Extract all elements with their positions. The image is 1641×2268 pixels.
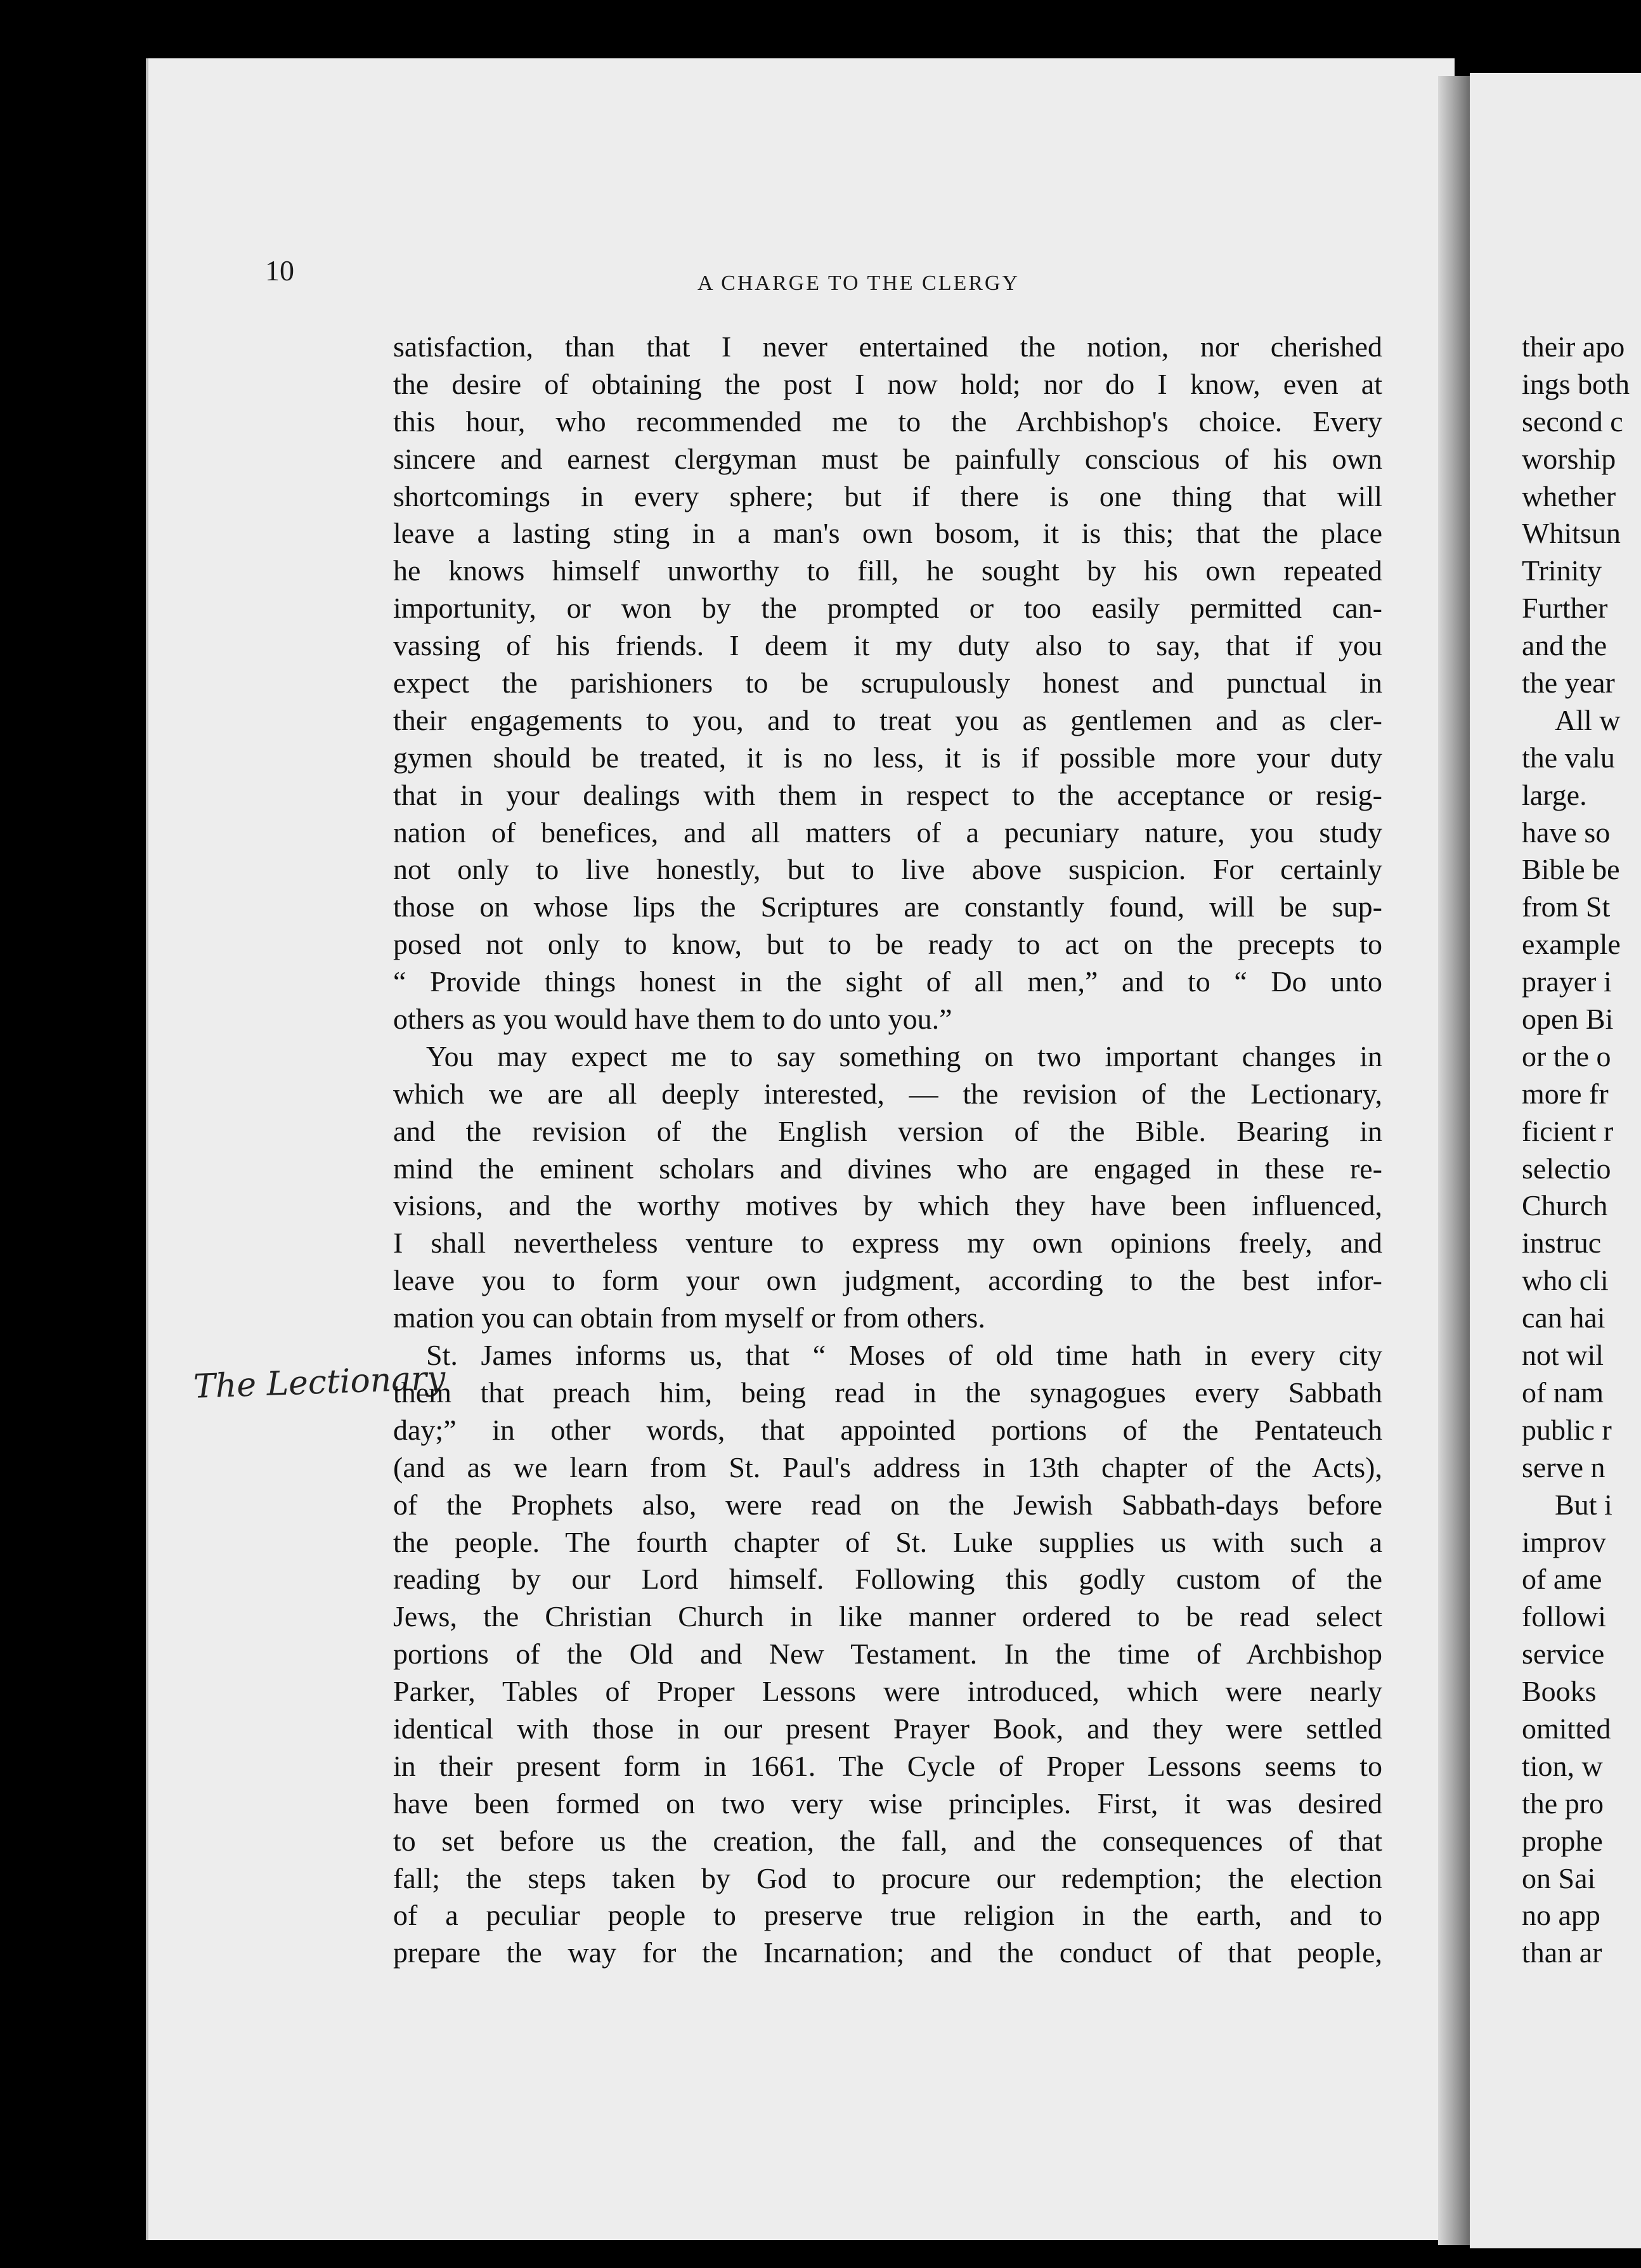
text-line: he knows himself unworthy to fill, he sought by his own repeated <box>393 554 1382 587</box>
right-text-line: All w <box>1555 703 1621 736</box>
right-text-line: of ame <box>1522 1563 1602 1596</box>
text-line: which we are all deeply interested, — the revision of the Lectionary, <box>393 1077 1382 1110</box>
body-text <box>393 329 1382 1972</box>
page-number: 10 <box>265 254 294 287</box>
text-line: (and as we learn from St. Paul's address in 13th chapter of the Acts), <box>393 1450 1382 1483</box>
right-text-line: ings both <box>1522 367 1630 400</box>
text-line: prepare the way for the Incarnation; and the conduct of that people, <box>393 1936 1382 1969</box>
text-line: importunity, or won by the prompted or too easily permitted can- <box>393 592 1382 625</box>
text-line: mind the eminent scholars and divines who are engaged in these re- <box>393 1152 1382 1185</box>
text-line: and the revision of the English version of the Bible. Bearing in <box>393 1114 1382 1147</box>
right-text-line: on Sai <box>1522 1861 1596 1894</box>
book-gutter <box>1438 76 1470 2245</box>
right-text-line: Church <box>1522 1189 1608 1222</box>
text-line: that in your dealings with them in respect to the acceptance or resig- <box>393 778 1382 811</box>
text-line: “ Provide things honest in the sight of all men,” and to “ Do unto <box>393 965 1382 998</box>
right-text-line: serve n <box>1522 1450 1605 1483</box>
text-line: have been formed on two very wise principles. First, it was desired <box>393 1787 1382 1820</box>
right-text-line: whether <box>1522 479 1616 512</box>
right-text-line: than ar <box>1522 1936 1602 1969</box>
right-text-line: Trinity <box>1522 554 1602 587</box>
right-text-line: followi <box>1522 1600 1606 1633</box>
text-line: gymen should be treated, it is no less, it is if possible more your duty <box>393 741 1382 774</box>
text-line: I shall nevertheless venture to express my own opinions freely, and <box>393 1227 1382 1260</box>
text-line: sincere and earnest clergyman must be painfully conscious of his own <box>393 442 1382 475</box>
text-line: leave you to form your own judgment, according to the best infor- <box>393 1264 1382 1297</box>
right-text-line: have so <box>1522 816 1611 849</box>
right-text-line: But i <box>1555 1488 1612 1521</box>
text-line: satisfaction, than that I never entertained the notion, nor cherished <box>393 330 1382 363</box>
right-text-line: of nam <box>1522 1376 1604 1409</box>
right-text-line: and the <box>1522 629 1607 662</box>
text-line: their engagements to you, and to treat you as gentlemen and as cler- <box>393 703 1382 736</box>
text-line: fall; the steps taken by God to procure our redemption; the election <box>393 1861 1382 1894</box>
right-text-line: second c <box>1522 405 1623 438</box>
right-text-line: or the o <box>1522 1040 1611 1072</box>
right-text-line: their apo <box>1522 330 1625 363</box>
right-text-line: more fr <box>1522 1077 1609 1110</box>
handwritten-margin-note: The Lectionary <box>193 1359 446 1406</box>
right-text-line: the year <box>1522 667 1615 700</box>
text-line: the desire of obtaining the post I now hold; nor do I know, even at <box>393 367 1382 400</box>
text-line: mation you can obtain from myself or from others. <box>393 1301 985 1334</box>
right-text-line: improv <box>1522 1525 1606 1558</box>
text-line: St. James informs us, that “ Moses of old time hath in every city <box>426 1339 1382 1372</box>
right-text-line: tion, w <box>1522 1749 1603 1782</box>
right-text-line: the valu <box>1522 741 1615 774</box>
right-text-line: instruc <box>1522 1227 1602 1260</box>
text-line: expect the parishioners to be scrupulously honest and punctual in <box>393 667 1382 700</box>
text-line: others as you would have them to do unto you.” <box>393 1003 952 1036</box>
right-text-line: Bible be <box>1522 853 1620 886</box>
text-line: not only to live honestly, but to live above suspicion. For certainly <box>393 853 1382 886</box>
right-text-line: prayer i <box>1522 965 1612 998</box>
right-text-line: example <box>1522 928 1621 961</box>
running-title: A CHARGE TO THE CLERGY <box>697 271 1020 295</box>
text-line: shortcomings in every sphere; but if there is one thing that will <box>393 479 1382 512</box>
right-text-line: no app <box>1522 1899 1600 1932</box>
text-line: nation of benefices, and all matters of a pecuniary nature, you study <box>393 816 1382 849</box>
text-line: identical with those in our present Prayer Book, and they were settled <box>393 1712 1382 1745</box>
right-text-line: from St <box>1522 890 1611 923</box>
right-text-line: selectio <box>1522 1152 1611 1185</box>
right-text-line: worship <box>1522 442 1616 475</box>
text-line: posed not only to know, but to be ready to act on the precepts to <box>393 928 1382 961</box>
right-text-line: omitted <box>1522 1712 1611 1745</box>
right-text-line: not wil <box>1522 1339 1604 1372</box>
text-line: reading by our Lord himself. Following this godly custom of the <box>393 1563 1382 1596</box>
right-text-line: service <box>1522 1638 1605 1671</box>
text-line: day;” in other words, that appointed portions of the Pentateuch <box>393 1413 1382 1446</box>
text-line: visions, and the worthy motives by which they have been influenced, <box>393 1189 1382 1222</box>
text-line: them that preach him, being read in the synagogues every Sabbath <box>393 1376 1382 1409</box>
right-text-line: large. <box>1522 778 1587 811</box>
text-line: portions of the Old and New Testament. In the time of Archbishop <box>393 1638 1382 1671</box>
text-line: Jews, the Christian Church in like manner ordered to be read select <box>393 1600 1382 1633</box>
right-text-line: Further <box>1522 592 1608 625</box>
text-line: of the Prophets also, were read on the Jewish Sabbath-days before <box>393 1488 1382 1521</box>
right-text-line: public r <box>1522 1413 1612 1446</box>
text-line: the people. The fourth chapter of St. Luke supplies us with such a <box>393 1525 1382 1558</box>
right-text-line: prophe <box>1522 1824 1603 1857</box>
right-text-line: Whitsun <box>1522 517 1621 550</box>
text-line: vassing of his friends. I deem it my duty also to say, that if you <box>393 629 1382 662</box>
right-text-line: the pro <box>1522 1787 1604 1820</box>
right-text-line: Books <box>1522 1675 1597 1708</box>
text-line: those on whose lips the Scriptures are constantly found, will be sup- <box>393 890 1382 923</box>
text-line: in their present form in 1661. The Cycle of Proper Lessons seems to <box>393 1749 1382 1782</box>
right-text-line: open Bi <box>1522 1003 1614 1036</box>
right-page-text <box>1522 329 1641 1972</box>
text-line: Parker, Tables of Proper Lessons were introduced, which were nearly <box>393 1675 1382 1708</box>
text-line: this hour, who recommended me to the Archbishop's choice. Every <box>393 405 1382 438</box>
text-line: of a peculiar people to preserve true religion in the earth, and to <box>393 1899 1382 1932</box>
text-line: to set before us the creation, the fall, and the consequences of that <box>393 1824 1382 1857</box>
text-line: You may expect me to say something on two important changes in <box>426 1040 1382 1072</box>
right-text-line: who cli <box>1522 1264 1609 1297</box>
right-text-line: ficient r <box>1522 1114 1614 1147</box>
right-text-line: can hai <box>1522 1301 1605 1334</box>
text-line: leave a lasting sting in a man's own bosom, it is this; that the place <box>393 517 1382 550</box>
